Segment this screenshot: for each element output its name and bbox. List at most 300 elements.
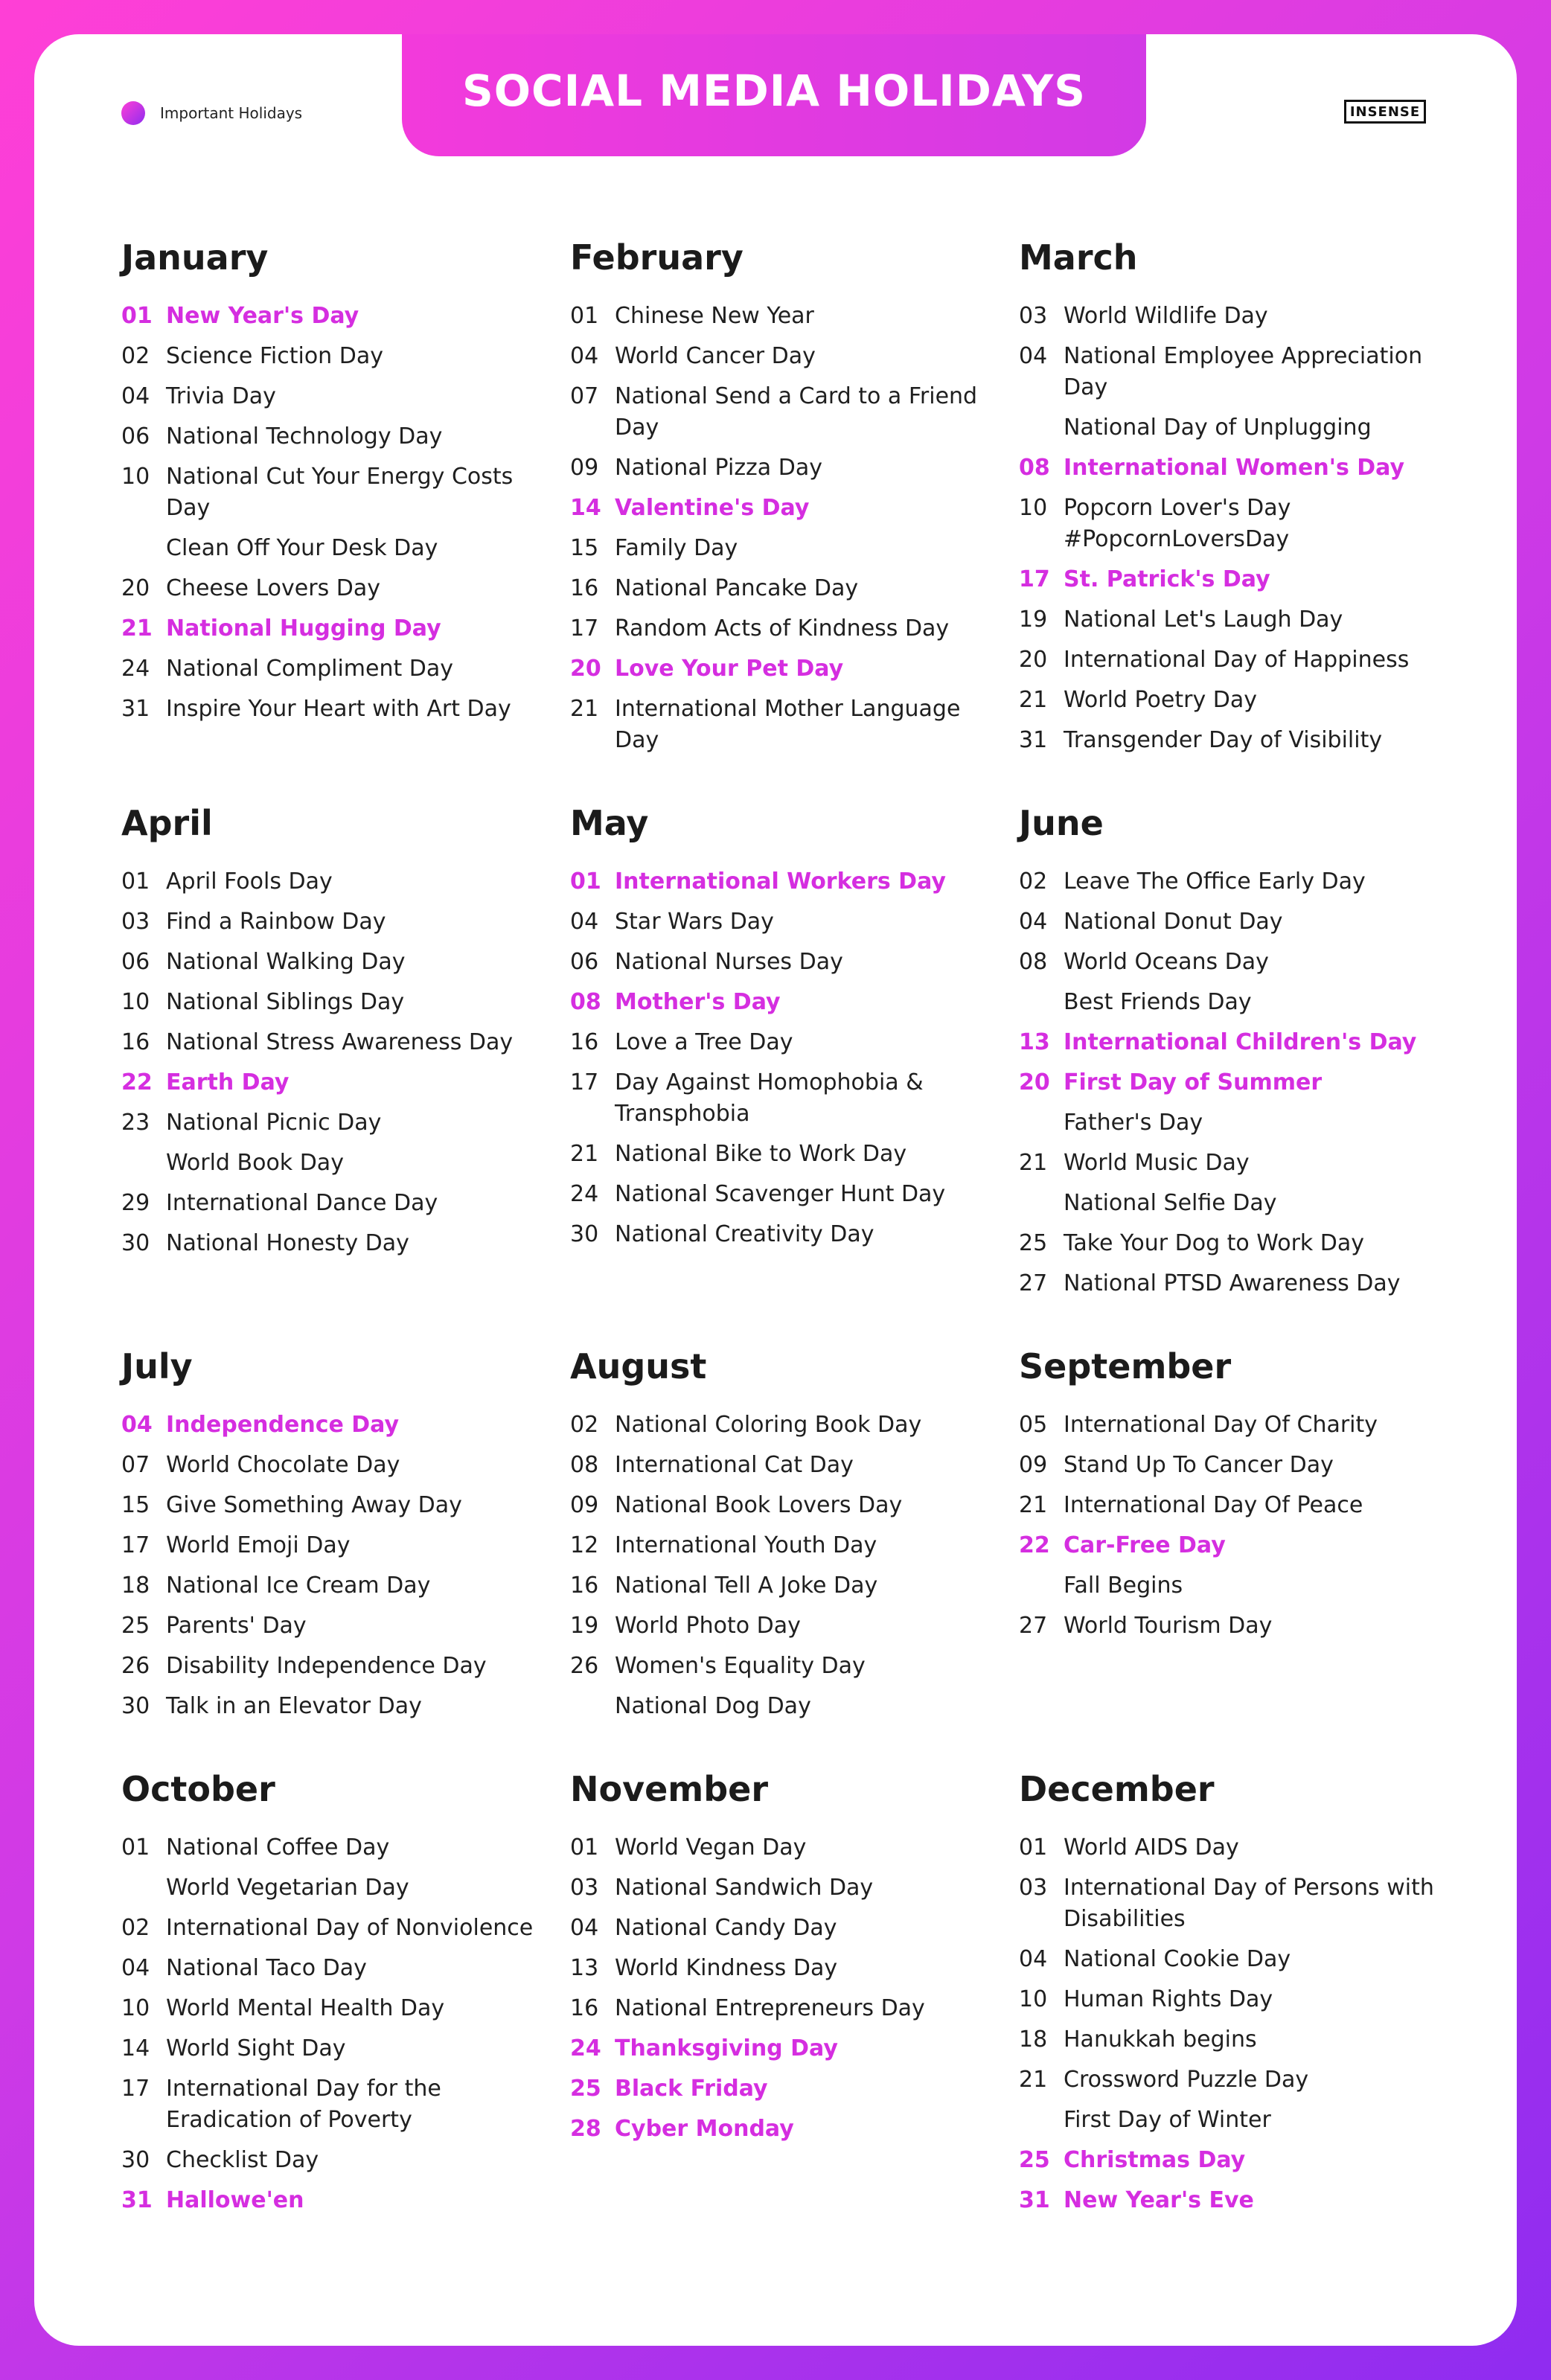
holiday-day: 13 <box>570 1955 599 1981</box>
holiday-name: World Photo Day <box>615 1613 801 1639</box>
holiday-name: Thanksgiving Day <box>615 2035 838 2061</box>
holiday-name: National Book Lovers Day <box>615 1492 903 1518</box>
holiday-day: 20 <box>121 575 150 601</box>
holiday-name: International Day of Persons with Disabilities <box>1064 1875 1434 1932</box>
holiday-day: 16 <box>121 1029 150 1055</box>
holiday-name: National Pancake Day <box>615 575 859 601</box>
holiday-day: 03 <box>121 909 150 935</box>
holiday-day: 04 <box>570 909 599 935</box>
holiday-name: National Stress Awareness Day <box>166 1029 514 1055</box>
holiday-name: New Year's Eve <box>1064 2187 1254 2213</box>
important-holiday-item <box>121 1410 553 1441</box>
holiday-item <box>1019 2105 1451 2136</box>
holiday-item <box>1019 2064 1451 2096</box>
important-holiday-item <box>570 2073 1002 2105</box>
holiday-name: World Poetry Day <box>1064 687 1257 713</box>
holiday-item <box>570 1832 1002 1864</box>
month-title: April <box>121 803 213 843</box>
holiday-item <box>1019 604 1451 636</box>
holiday-name: Checklist Day <box>166 2147 319 2173</box>
holiday-item <box>570 1570 1002 1602</box>
holiday-item <box>121 461 553 524</box>
holiday-name: National Selfie Day <box>1064 1190 1277 1216</box>
holiday-name: World Sight Day <box>166 2035 346 2061</box>
holiday-name: Fall Begins <box>1064 1573 1183 1599</box>
holiday-day: 01 <box>1019 1834 1048 1861</box>
holiday-item <box>121 1913 553 1944</box>
holiday-day: 21 <box>1019 2067 1048 2093</box>
holiday-day: 02 <box>121 1915 150 1941</box>
holiday-name: World Emoji Day <box>166 1532 351 1558</box>
important-holiday-item <box>1019 1027 1451 1058</box>
holiday-item <box>570 381 1002 444</box>
holiday-day: 04 <box>121 1412 153 1438</box>
holiday-name: National Bike to Work Day <box>615 1141 907 1167</box>
holiday-day: 29 <box>121 1190 150 1216</box>
month-april <box>121 801 553 1268</box>
holiday-day: 14 <box>570 495 601 521</box>
holiday-day <box>1019 1188 1064 1219</box>
holiday-name: World Wildlife Day <box>1064 303 1268 329</box>
month-title: July <box>121 1346 193 1386</box>
holiday-item <box>1019 906 1451 938</box>
holiday-name: World Kindness Day <box>615 1955 838 1981</box>
holiday-item <box>1019 1872 1451 1935</box>
holiday-item <box>121 2033 553 2064</box>
holiday-name: First Day of Summer <box>1064 1069 1323 1095</box>
holiday-name: National Technology Day <box>166 423 443 450</box>
holiday-name: Science Fiction Day <box>166 343 383 369</box>
holiday-day <box>121 1872 166 1904</box>
holiday-day: 25 <box>570 2076 601 2102</box>
holiday-day: 21 <box>1019 1492 1048 1518</box>
month-title: October <box>121 1769 275 1809</box>
holiday-item <box>570 533 1002 564</box>
holiday-day: 08 <box>1019 949 1048 975</box>
holiday-name: World Vegetarian Day <box>166 1875 409 1901</box>
holiday-name: National Coloring Book Day <box>615 1412 922 1438</box>
holiday-day: 19 <box>1019 607 1048 633</box>
holiday-day: 20 <box>1019 1069 1050 1095</box>
holiday-name: International Children's Day <box>1064 1029 1417 1055</box>
holiday-name: National Siblings Day <box>166 989 405 1015</box>
holiday-item <box>1019 1490 1451 1521</box>
holiday-name: National Ice Cream Day <box>166 1573 431 1599</box>
holiday-day: 19 <box>570 1613 599 1639</box>
holiday-item <box>121 1872 553 1904</box>
holiday-name: Day Against Homophobia & Transphobia <box>615 1069 924 1127</box>
holiday-day: 21 <box>570 1141 599 1167</box>
holiday-item <box>121 1530 553 1561</box>
holiday-name: Trivia Day <box>166 383 276 409</box>
holiday-name: Earth Day <box>166 1069 290 1095</box>
important-holiday-item <box>570 2114 1002 2145</box>
holiday-day: 31 <box>121 696 150 722</box>
holiday-name: National Scavenger Hunt Day <box>615 1181 946 1207</box>
month-title: November <box>570 1769 769 1809</box>
holiday-name: World Tourism Day <box>1064 1613 1273 1639</box>
holiday-name: National Taco Day <box>166 1955 367 1981</box>
holiday-name: Black Friday <box>615 2076 768 2102</box>
holiday-name: Find a Rainbow Day <box>166 909 386 935</box>
holiday-day: 13 <box>1019 1029 1050 1055</box>
month-october <box>121 1767 553 2225</box>
holiday-name: April Fools Day <box>166 868 333 895</box>
holiday-name: Best Friends Day <box>1064 989 1252 1015</box>
holiday-item <box>121 1148 553 1179</box>
holiday-item <box>121 1610 553 1642</box>
holiday-day: 17 <box>570 1069 599 1095</box>
holiday-item <box>570 1410 1002 1441</box>
holiday-item <box>121 1107 553 1139</box>
holiday-item <box>121 2145 553 2176</box>
legend-dot-icon <box>121 101 145 125</box>
holiday-day: 28 <box>570 2116 601 2142</box>
holiday-item <box>121 1490 553 1521</box>
holiday-item <box>1019 1148 1451 1179</box>
month-may <box>570 801 1002 1259</box>
holiday-name: Christmas Day <box>1064 2147 1246 2173</box>
holiday-day: 09 <box>1019 1452 1048 1478</box>
holiday-name: International Workers Day <box>615 868 946 895</box>
legend <box>121 101 302 125</box>
holiday-name: World Book Day <box>166 1150 344 1176</box>
month-june <box>1019 801 1451 1308</box>
holiday-name: National Pizza Day <box>615 455 822 481</box>
important-holiday-item <box>570 866 1002 898</box>
holiday-item <box>121 1651 553 1682</box>
holiday-day: 02 <box>1019 868 1048 895</box>
important-holiday-item <box>1019 2185 1451 2216</box>
holiday-item <box>570 1872 1002 1904</box>
holiday-item <box>121 1832 553 1864</box>
holiday-day: 04 <box>1019 909 1048 935</box>
holiday-day: 17 <box>570 615 599 642</box>
holiday-day: 24 <box>570 2035 601 2061</box>
holiday-day: 15 <box>570 535 599 561</box>
month-title: February <box>570 237 743 278</box>
holiday-item <box>570 1219 1002 1250</box>
important-holiday-item <box>1019 452 1451 484</box>
holiday-day: 21 <box>121 615 153 642</box>
holiday-day: 23 <box>121 1110 150 1136</box>
holiday-item <box>570 613 1002 644</box>
holiday-name: World AIDS Day <box>1064 1834 1239 1861</box>
holiday-item <box>570 1953 1002 1984</box>
holiday-day: 25 <box>1019 2147 1050 2173</box>
holiday-name: New Year's Day <box>166 303 359 329</box>
holiday-name: World Mental Health Day <box>166 1995 445 2021</box>
holiday-day: 24 <box>121 656 150 682</box>
holiday-day: 16 <box>570 1995 599 2021</box>
holiday-name: Popcorn Lover's Day #PopcornLoversDay <box>1064 495 1291 552</box>
holiday-day: 04 <box>121 383 150 409</box>
holiday-item <box>121 1993 553 2024</box>
important-holiday-item <box>570 2033 1002 2064</box>
holiday-day: 09 <box>570 455 599 481</box>
holiday-item <box>570 452 1002 484</box>
holiday-name: National PTSD Awareness Day <box>1064 1270 1401 1296</box>
holiday-name: Parents' Day <box>166 1613 307 1639</box>
holiday-item <box>121 987 553 1018</box>
holiday-day <box>121 533 166 564</box>
holiday-day: 03 <box>570 1875 599 1901</box>
holiday-name: Take Your Dog to Work Day <box>1064 1230 1365 1256</box>
holiday-name: National Cut Your Energy Costs Day <box>166 464 514 521</box>
holiday-item <box>570 1067 1002 1130</box>
holiday-item <box>121 1188 553 1219</box>
holiday-day: 20 <box>570 656 601 682</box>
holiday-day: 08 <box>570 989 601 1015</box>
holiday-name: Chinese New Year <box>615 303 814 329</box>
holiday-name: Mother's Day <box>615 989 781 1015</box>
holiday-day: 30 <box>570 1221 599 1247</box>
holiday-name: National Coffee Day <box>166 1834 390 1861</box>
holiday-name: Father's Day <box>1064 1110 1203 1136</box>
holiday-name: International Day Of Charity <box>1064 1412 1378 1438</box>
important-holiday-item <box>570 987 1002 1018</box>
holiday-name: Love a Tree Day <box>615 1029 793 1055</box>
holiday-name: National Compliment Day <box>166 656 454 682</box>
holiday-name: Star Wars Day <box>615 909 774 935</box>
holiday-item <box>570 1993 1002 2024</box>
holiday-day: 01 <box>121 1834 150 1861</box>
holiday-item <box>1019 685 1451 716</box>
holiday-day: 25 <box>1019 1230 1048 1256</box>
holiday-day: 31 <box>1019 727 1048 753</box>
holiday-item <box>121 2073 553 2136</box>
holiday-item <box>121 866 553 898</box>
holiday-name: National Send a Card to a Friend Day <box>615 383 978 441</box>
holiday-day: 10 <box>121 1995 150 2021</box>
holiday-item <box>121 421 553 452</box>
holiday-name: National Day of Unplugging <box>1064 415 1372 441</box>
holiday-day: 07 <box>570 383 599 409</box>
holiday-day: 31 <box>1019 2187 1050 2213</box>
holiday-day: 08 <box>1019 455 1050 481</box>
holiday-name: National Walking Day <box>166 949 406 975</box>
holiday-name: Family Day <box>615 535 738 561</box>
holiday-day: 10 <box>121 464 150 490</box>
holiday-day: 09 <box>570 1492 599 1518</box>
month-title: September <box>1019 1346 1232 1386</box>
holiday-day: 01 <box>121 868 150 895</box>
holiday-item <box>1019 1570 1451 1602</box>
holiday-item <box>121 947 553 978</box>
holiday-day: 10 <box>121 989 150 1015</box>
holiday-name: Valentine's Day <box>615 495 810 521</box>
holiday-name: Human Rights Day <box>1064 1986 1273 2012</box>
holiday-day: 26 <box>570 1653 599 1679</box>
holiday-item <box>570 1691 1002 1722</box>
holiday-item <box>1019 987 1451 1018</box>
holiday-name: St. Patrick's Day <box>1064 566 1270 592</box>
holiday-item <box>570 341 1002 372</box>
month-september <box>1019 1344 1451 1651</box>
month-january <box>121 235 553 734</box>
holiday-item <box>570 1610 1002 1642</box>
important-holiday-item <box>1019 564 1451 595</box>
holiday-item <box>570 1139 1002 1170</box>
holiday-name: International Dance Day <box>166 1190 438 1216</box>
holiday-day: 01 <box>570 1834 599 1861</box>
holiday-name: National Hugging Day <box>166 615 441 642</box>
holiday-name: Clean Off Your Desk Day <box>166 535 438 561</box>
holiday-day: 01 <box>121 303 153 329</box>
holiday-day <box>1019 1570 1064 1602</box>
holiday-day: 04 <box>121 1955 150 1981</box>
important-holiday-item <box>121 2185 553 2216</box>
holiday-item <box>1019 725 1451 756</box>
holiday-item <box>1019 493 1451 555</box>
holiday-name: Independence Day <box>166 1412 400 1438</box>
holiday-name: International Cat Day <box>615 1452 854 1478</box>
holiday-name: National Entrepreneurs Day <box>615 1995 925 2021</box>
holiday-name: National Donut Day <box>1064 909 1283 935</box>
holiday-day: 26 <box>121 1653 150 1679</box>
holiday-day: 18 <box>121 1573 150 1599</box>
holiday-name: World Chocolate Day <box>166 1452 400 1478</box>
holiday-item <box>1019 1188 1451 1219</box>
holiday-name: National Sandwich Day <box>615 1875 874 1901</box>
holiday-day: 21 <box>570 696 599 722</box>
holiday-day: 25 <box>121 1613 150 1639</box>
holiday-item <box>570 947 1002 978</box>
holiday-name: International Women's Day <box>1064 455 1405 481</box>
holiday-day: 30 <box>121 1693 150 1719</box>
holiday-day: 21 <box>1019 1150 1048 1176</box>
holiday-name: National Creativity Day <box>615 1221 874 1247</box>
month-november <box>570 1767 1002 2154</box>
holiday-name: National Honesty Day <box>166 1230 409 1256</box>
holiday-item <box>121 653 553 685</box>
holiday-day <box>1019 2105 1064 2136</box>
month-title: January <box>121 237 269 278</box>
month-title: August <box>570 1346 707 1386</box>
holiday-item <box>570 1913 1002 1944</box>
holiday-day: 12 <box>570 1532 599 1558</box>
holiday-item <box>570 906 1002 938</box>
holiday-day: 24 <box>570 1181 599 1207</box>
holiday-item <box>570 1027 1002 1058</box>
holiday-item <box>570 1530 1002 1561</box>
holiday-day: 16 <box>570 575 599 601</box>
holiday-day: 30 <box>121 2147 150 2173</box>
month-march <box>1019 235 1451 765</box>
holiday-item <box>570 1450 1002 1481</box>
holiday-day: 02 <box>570 1412 599 1438</box>
holiday-day: 14 <box>121 2035 150 2061</box>
holiday-item <box>121 533 553 564</box>
holiday-day: 17 <box>121 1532 150 1558</box>
holiday-name: National Nurses Day <box>615 949 843 975</box>
holiday-name: Cyber Monday <box>615 2116 794 2142</box>
month-december <box>1019 1767 1451 2225</box>
holiday-name: National Dog Day <box>615 1693 811 1719</box>
holiday-day: 03 <box>1019 1875 1048 1901</box>
holiday-day: 02 <box>121 343 150 369</box>
important-holiday-item <box>121 301 553 332</box>
holiday-day: 05 <box>1019 1412 1048 1438</box>
holiday-day: 18 <box>1019 2026 1048 2053</box>
holiday-item <box>121 1027 553 1058</box>
holiday-name: First Day of Winter <box>1064 2107 1271 2133</box>
holiday-name: National Let's Laugh Day <box>1064 607 1343 633</box>
holiday-item <box>1019 2024 1451 2056</box>
holiday-item <box>1019 947 1451 978</box>
holiday-item <box>1019 644 1451 676</box>
holiday-day: 17 <box>121 2076 150 2102</box>
holiday-item <box>121 1450 553 1481</box>
month-title: December <box>1019 1769 1215 1809</box>
holiday-day <box>1019 1107 1064 1139</box>
holiday-day: 06 <box>121 949 150 975</box>
holiday-name: National Employee Appreciation Day <box>1064 343 1423 400</box>
holiday-name: World Cancer Day <box>615 343 816 369</box>
holiday-item <box>1019 866 1451 898</box>
legend-label: Important Holidays <box>160 104 303 122</box>
holiday-name: International Day of Happiness <box>1064 647 1410 673</box>
holiday-day: 30 <box>121 1230 150 1256</box>
holiday-item <box>1019 412 1451 444</box>
month-july <box>121 1344 553 1731</box>
page-title: SOCIAL MEDIA HOLIDAYS <box>461 65 1087 116</box>
month-title: March <box>1019 237 1138 278</box>
holiday-item <box>1019 1268 1451 1299</box>
holiday-item <box>121 694 553 725</box>
holiday-day: 10 <box>1019 1986 1048 2012</box>
holiday-item <box>570 1651 1002 1682</box>
holiday-name: Disability Independence Day <box>166 1653 487 1679</box>
holiday-item <box>1019 1107 1451 1139</box>
holiday-item <box>570 1179 1002 1210</box>
holiday-name: National Picnic Day <box>166 1110 382 1136</box>
holiday-name: World Music Day <box>1064 1150 1250 1176</box>
holiday-name: Crossword Puzzle Day <box>1064 2067 1309 2093</box>
holiday-day <box>1019 412 1064 444</box>
holiday-item <box>121 1691 553 1722</box>
holiday-name: Inspire Your Heart with Art Day <box>166 696 511 722</box>
holiday-item <box>1019 1410 1451 1441</box>
month-title: May <box>570 803 649 843</box>
holiday-item <box>121 1228 553 1259</box>
holiday-day: 16 <box>570 1573 599 1599</box>
holiday-day <box>1019 987 1064 1018</box>
holiday-day: 01 <box>570 303 599 329</box>
holiday-name: Transgender Day of Visibility <box>1064 727 1383 753</box>
month-february <box>570 235 1002 765</box>
holiday-name: Leave The Office Early Day <box>1064 868 1366 895</box>
holiday-name: Hallowe'en <box>166 2187 304 2213</box>
holiday-item <box>1019 1832 1451 1864</box>
holiday-name: Hanukkah begins <box>1064 2026 1257 2053</box>
holiday-day: 27 <box>1019 1270 1048 1296</box>
holiday-item <box>570 694 1002 756</box>
holiday-name: National Cookie Day <box>1064 1946 1291 1972</box>
important-holiday-item <box>1019 1530 1451 1561</box>
month-title: June <box>1019 803 1104 843</box>
holiday-day: 22 <box>121 1069 153 1095</box>
holiday-item <box>121 341 553 372</box>
holiday-name: Love Your Pet Day <box>615 656 844 682</box>
title-tab <box>402 34 1146 156</box>
holiday-day <box>570 1691 615 1722</box>
important-holiday-item <box>121 613 553 644</box>
holiday-name: Talk in an Elevator Day <box>166 1693 422 1719</box>
holiday-item <box>1019 1610 1451 1642</box>
brand-logo: INSENSE <box>1344 100 1426 124</box>
holiday-name: International Day for the Eradication of Poverty <box>166 2076 441 2133</box>
